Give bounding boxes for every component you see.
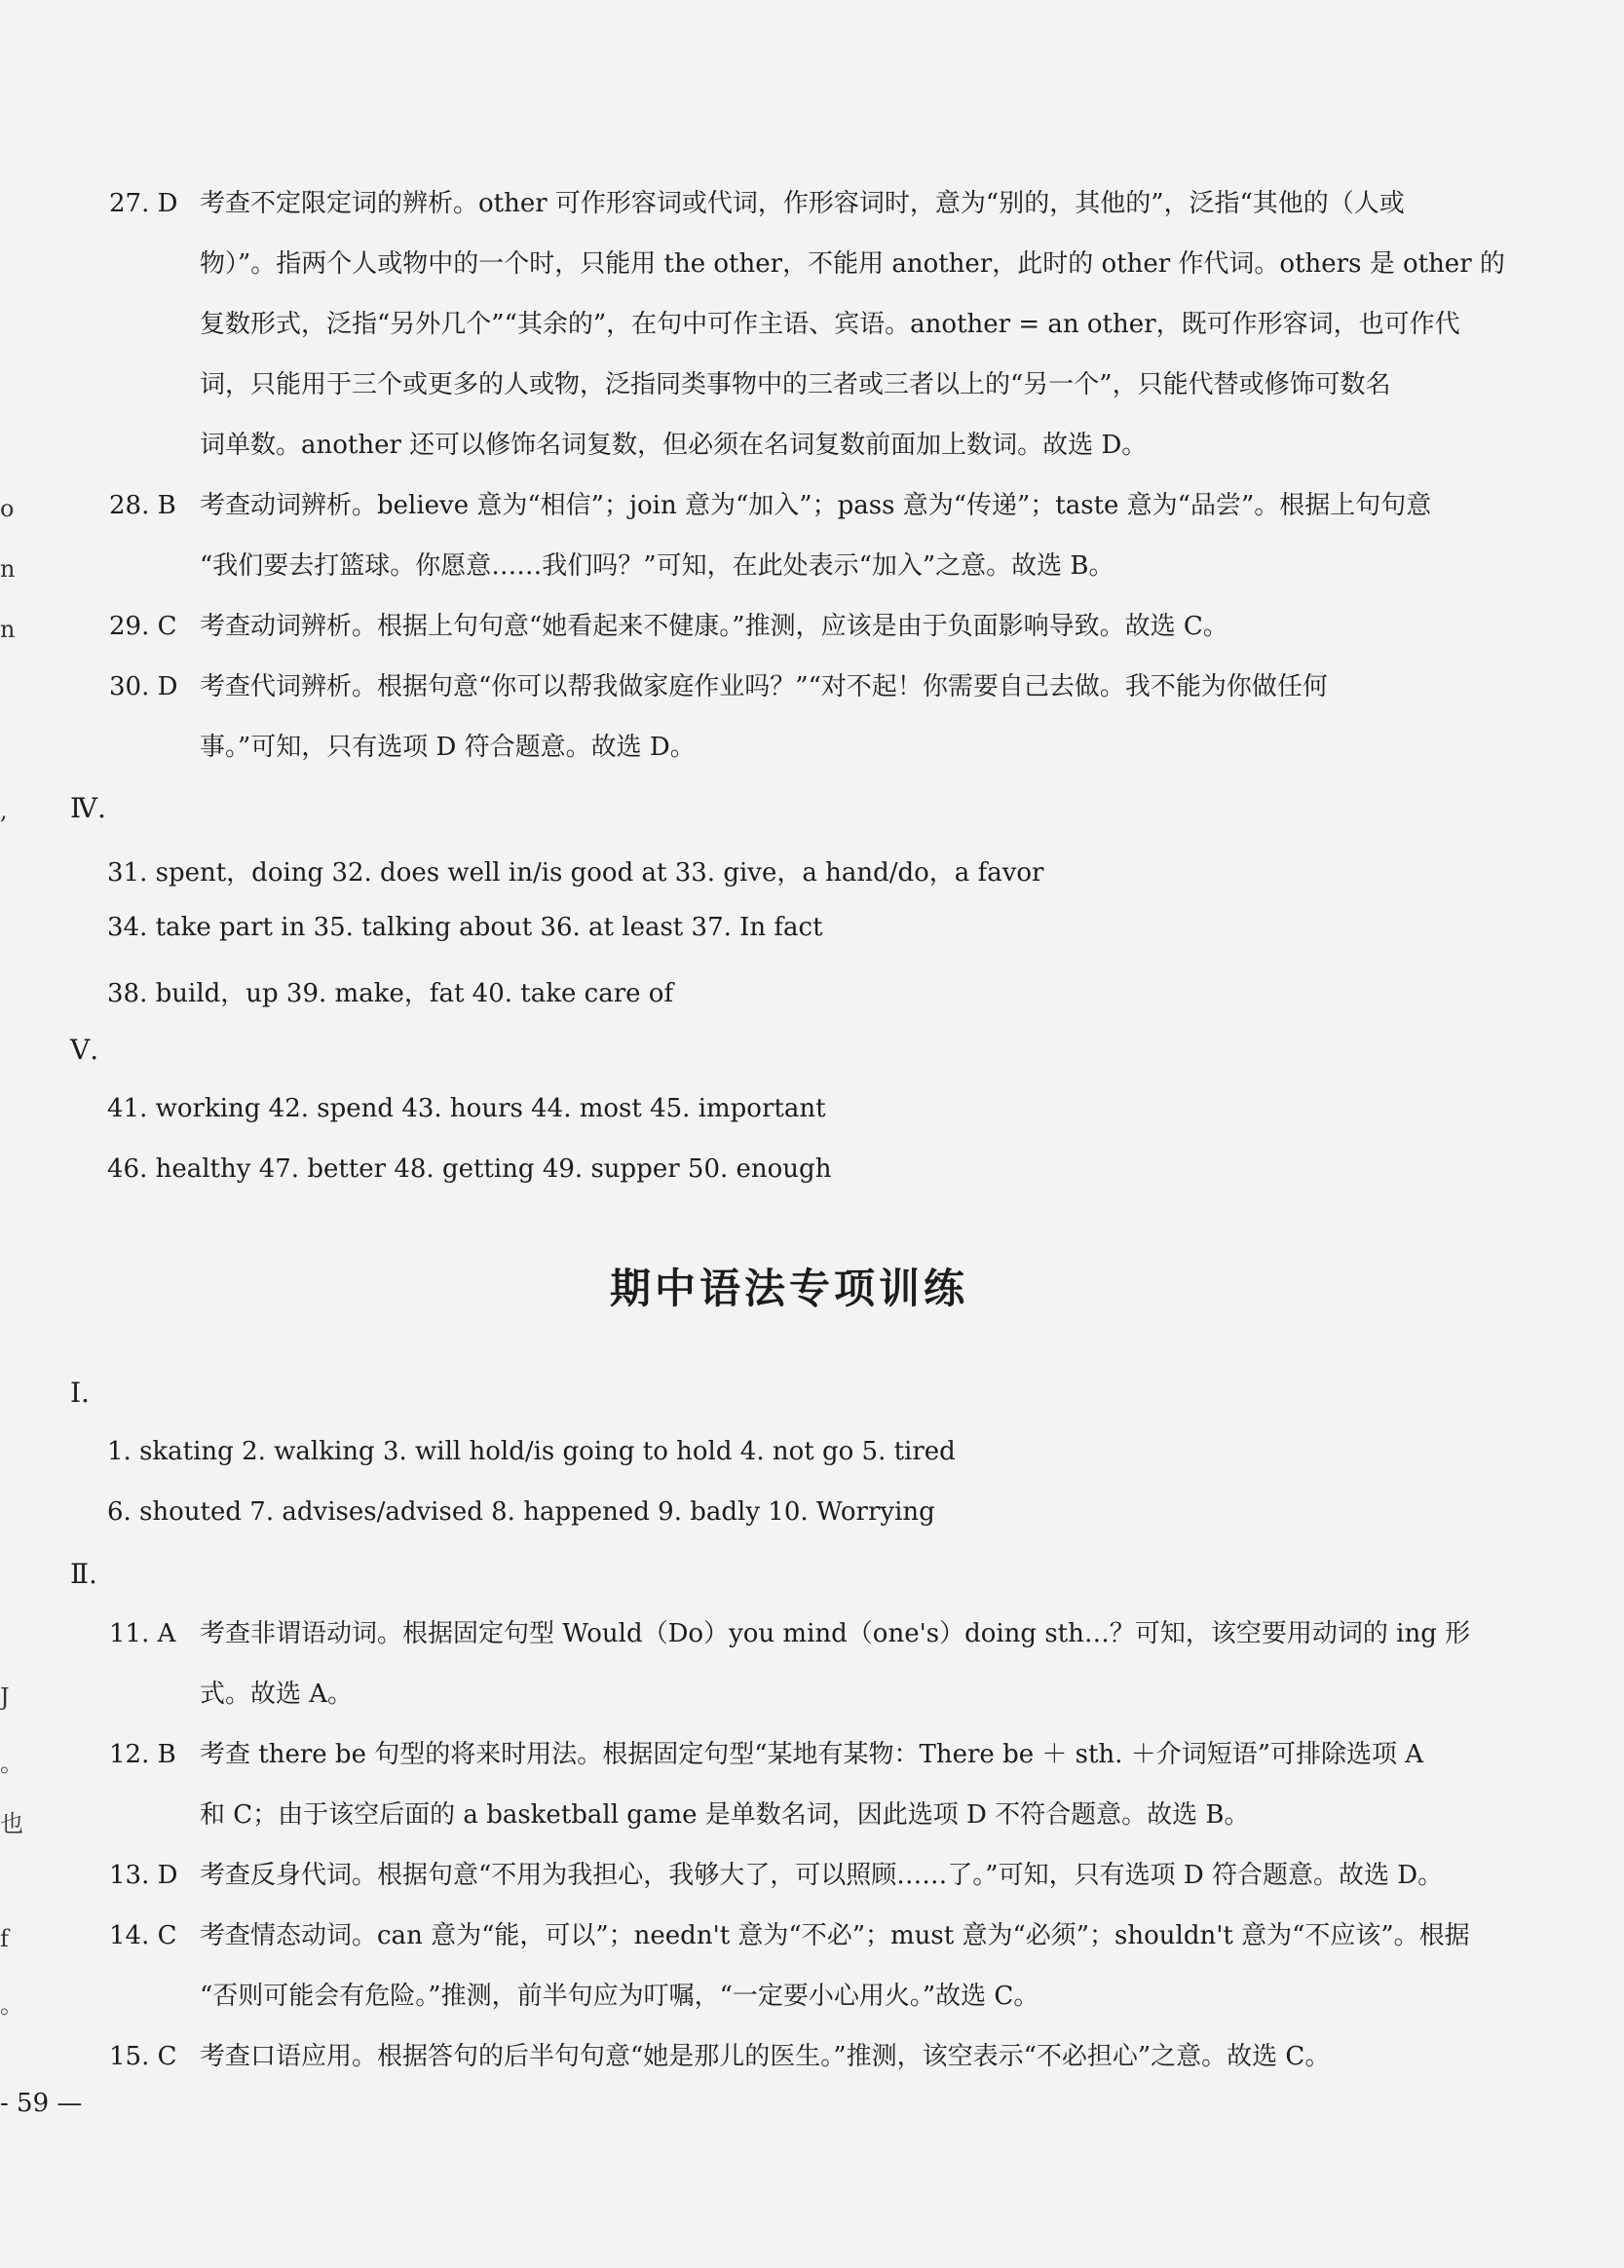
answer-row: 34. take part in 35. talking about 36. at least 37. In fact xyxy=(107,913,823,942)
section-label: Ⅴ. xyxy=(70,1034,99,1066)
answer-row: 6. shouted 7. advises/advised 8. happened 9. badly 10. Worrying xyxy=(107,1497,935,1527)
page-number: - 59 — xyxy=(0,2089,83,2118)
answer-row: 38. build，up 39. make，fat 40. take care of xyxy=(107,979,674,1008)
question-number: 11. A xyxy=(109,1619,176,1648)
margin-fragment: 。 xyxy=(0,1750,23,1777)
margin-fragment: 。 xyxy=(0,1991,23,2019)
explanation-line: 事。”可知，只有选项 D 符合题意。故选 D。 xyxy=(200,733,696,762)
question-number: 27. D xyxy=(109,189,178,218)
answer-row: 31. spent，doing 32. does well in/is good at 33. give，a hand/do，a favor xyxy=(107,858,1044,888)
explanation-line: 考查反身代词。根据句意“不用为我担心，我够大了，可以照顾……了。”可知，只有选项 D 符合题意。故选 D。 xyxy=(200,1861,1444,1890)
question-number: 30. D xyxy=(109,672,178,701)
answer-row: 41. working 42. spend 43. hours 44. most 45. important xyxy=(107,1094,826,1123)
explanation-line: 复数形式，泛指“另外几个”“其余的”，在句中可作主语、宾语。another = an other，既可作形容词，也可作代 xyxy=(200,310,1460,339)
question-number: 28. B xyxy=(109,491,176,520)
explanation-line: 考查代词辨析。根据句意“你可以帮我做家庭作业吗？”“对不起！你需要自己去做。我不能为你做任何 xyxy=(200,672,1328,701)
margin-fragment: n xyxy=(0,616,16,643)
explanation-line: 考查 there be 句型的将来时用法。根据固定句型“某地有某物：There be ＋ sth. ＋介词短语”可排除选项 A xyxy=(200,1740,1424,1769)
question-number: 13. D xyxy=(109,1861,178,1890)
explanation-line: “否则可能会有危险。”推测，前半句应为叮嘱，“一定要小心用火。”故选 C。 xyxy=(200,1982,1039,2011)
explanation-line: 式。故选 A。 xyxy=(200,1680,354,1709)
margin-fragment: 也 xyxy=(0,1810,23,1837)
margin-fragment: , xyxy=(0,797,8,824)
explanation-line: 物）”。指两个人或物中的一个时，只能用 the other，不能用 another，此时的 other 作代词。others 是 other 的 xyxy=(200,249,1505,279)
explanation-line: 考查不定限定词的辨析。other 可作形容词或代词，作形容词时，意为“别的，其他的”，泛指“其他的（人或 xyxy=(200,189,1405,218)
margin-fragment: n xyxy=(0,555,16,583)
question-number: 15. C xyxy=(109,2042,177,2071)
explanation-line: 考查情态动词。can 意为“能，可以”；needn't 意为“不必”；must 意为“必须”；shouldn't 意为“不应该”。根据 xyxy=(200,1921,1470,1950)
section-label: Ⅰ. xyxy=(70,1377,90,1409)
question-number: 29. C xyxy=(109,612,177,641)
explanation-line: 考查口语应用。根据答句的后半句句意“她是那儿的医生。”推测，该空表示“不必担心”之意。故选 C。 xyxy=(200,2042,1331,2071)
section-title: 期中语法专项训练 xyxy=(609,1265,968,1312)
question-number: 14. C xyxy=(109,1921,177,1950)
margin-fragment: J xyxy=(0,1683,10,1711)
margin-fragment: o xyxy=(0,495,15,522)
explanation-line: 词单数。another 还可以修饰名词复数，但必须在名词复数前面加上数词。故选 D。 xyxy=(200,431,1148,460)
explanation-line: 词，只能用于三个或更多的人或物，泛指同类事物中的三者或三者以上的“另一个”，只能代替或修饰可数名 xyxy=(200,370,1391,399)
answer-row: 1. skating 2. walking 3. will hold/is going to hold 4. not go 5. tired xyxy=(107,1437,956,1466)
answer-row: 46. healthy 47. better 48. getting 49. supper 50. enough xyxy=(107,1154,832,1184)
section-label: Ⅳ. xyxy=(70,792,106,824)
explanation-line: 考查动词辨析。根据上句句意“她看起来不健康。”推测，应该是由于负面影响导致。故选 C。 xyxy=(200,612,1228,641)
margin-fragment: f xyxy=(0,1925,9,1952)
explanation-line: “我们要去打篮球。你愿意……我们吗？”可知，在此处表示“加入”之意。故选 B。 xyxy=(200,551,1114,581)
section-label: Ⅱ. xyxy=(70,1558,97,1590)
explanation-line: 和 C；由于该空后面的 a basketball game 是单数名词，因此选项 D 不符合题意。故选 B。 xyxy=(200,1800,1250,1830)
explanation-line: 考查非谓语动词。根据固定句型 Would（Do）you mind（one's）doing sth…？可知，该空要用动词的 ing 形 xyxy=(200,1619,1471,1648)
question-number: 12. B xyxy=(109,1740,176,1769)
explanation-line: 考查动词辨析。believe 意为“相信”；join 意为“加入”；pass 意为“传递”；taste 意为“品尝”。根据上句句意 xyxy=(200,491,1432,520)
